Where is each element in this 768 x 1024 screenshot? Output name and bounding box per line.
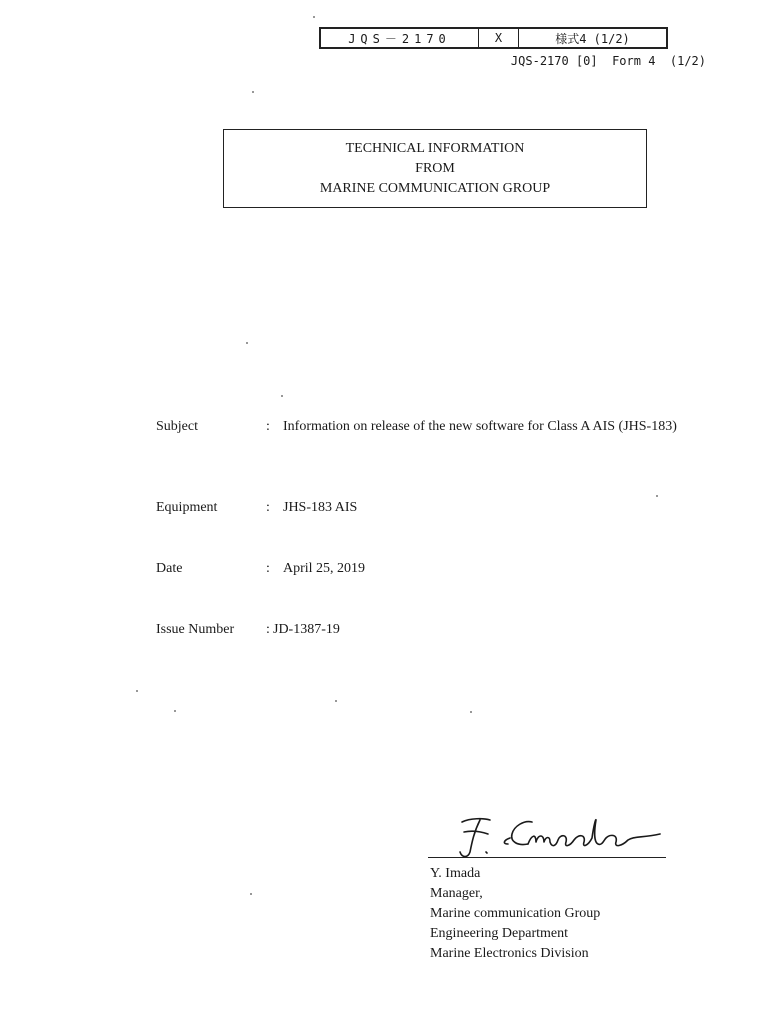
signature-block: [430, 864, 600, 964]
issue-number-separator: :: [266, 622, 270, 637]
doc-code-cell: JQS－2170: [321, 29, 479, 47]
scan-speck: [313, 16, 315, 18]
sig-dot: [486, 852, 487, 853]
form-reference: JQS-2170 [0] Form 4 (1/2): [510, 54, 706, 68]
scan-speck: [470, 711, 472, 713]
scan-speck: [335, 700, 337, 702]
sig-stroke-i-tail: [504, 838, 510, 844]
title-line-3: MARINE COMMUNICATION GROUP: [319, 180, 551, 196]
equipment-value: JHS-183 AIS: [283, 500, 358, 515]
form-label-cell: 様式4 (1/2): [555, 31, 630, 46]
sig-stroke-mada: [528, 820, 660, 846]
scan-speck: [656, 495, 658, 497]
equipment-label: Equipment: [156, 500, 218, 515]
signer-division: Marine Electronics Division: [430, 946, 589, 961]
subject-separator: :: [266, 419, 270, 434]
scan-speck: [246, 342, 248, 344]
scan-speck: [250, 893, 252, 895]
signer-group: Marine communication Group: [430, 906, 601, 921]
mark-cell: X: [479, 29, 519, 47]
sig-stroke-y-stem: [460, 820, 480, 857]
sig-stroke-y-top: [462, 819, 490, 822]
scan-speck: [281, 395, 283, 397]
issue-number-value: JD-1387-19: [273, 622, 340, 637]
signer-department: Engineering Department: [430, 926, 569, 941]
subject-value: Information on release of the new software for Class A AIS (JHS-183): [283, 419, 677, 434]
title-box: [223, 129, 647, 208]
title-line-2: FROM: [415, 160, 455, 176]
title-line-1: TECHNICAL INFORMATION: [345, 140, 525, 156]
form-number-box: [319, 27, 668, 49]
scan-speck: [252, 91, 254, 93]
sig-stroke-y-bar: [464, 831, 488, 834]
handwritten-signature: [428, 812, 668, 862]
equipment-separator: :: [266, 500, 270, 515]
signer-title: Manager,: [430, 886, 483, 901]
signer-name: Y. Imada: [430, 866, 481, 881]
issue-number-label: Issue Number: [156, 622, 235, 637]
date-value: April 25, 2019: [283, 561, 366, 576]
scan-speck: [136, 690, 138, 692]
scan-speck: [174, 710, 176, 712]
date-label: Date: [156, 561, 183, 576]
subject-label: Subject: [156, 419, 198, 434]
date-separator: :: [266, 561, 270, 576]
signature-line: [428, 857, 666, 858]
